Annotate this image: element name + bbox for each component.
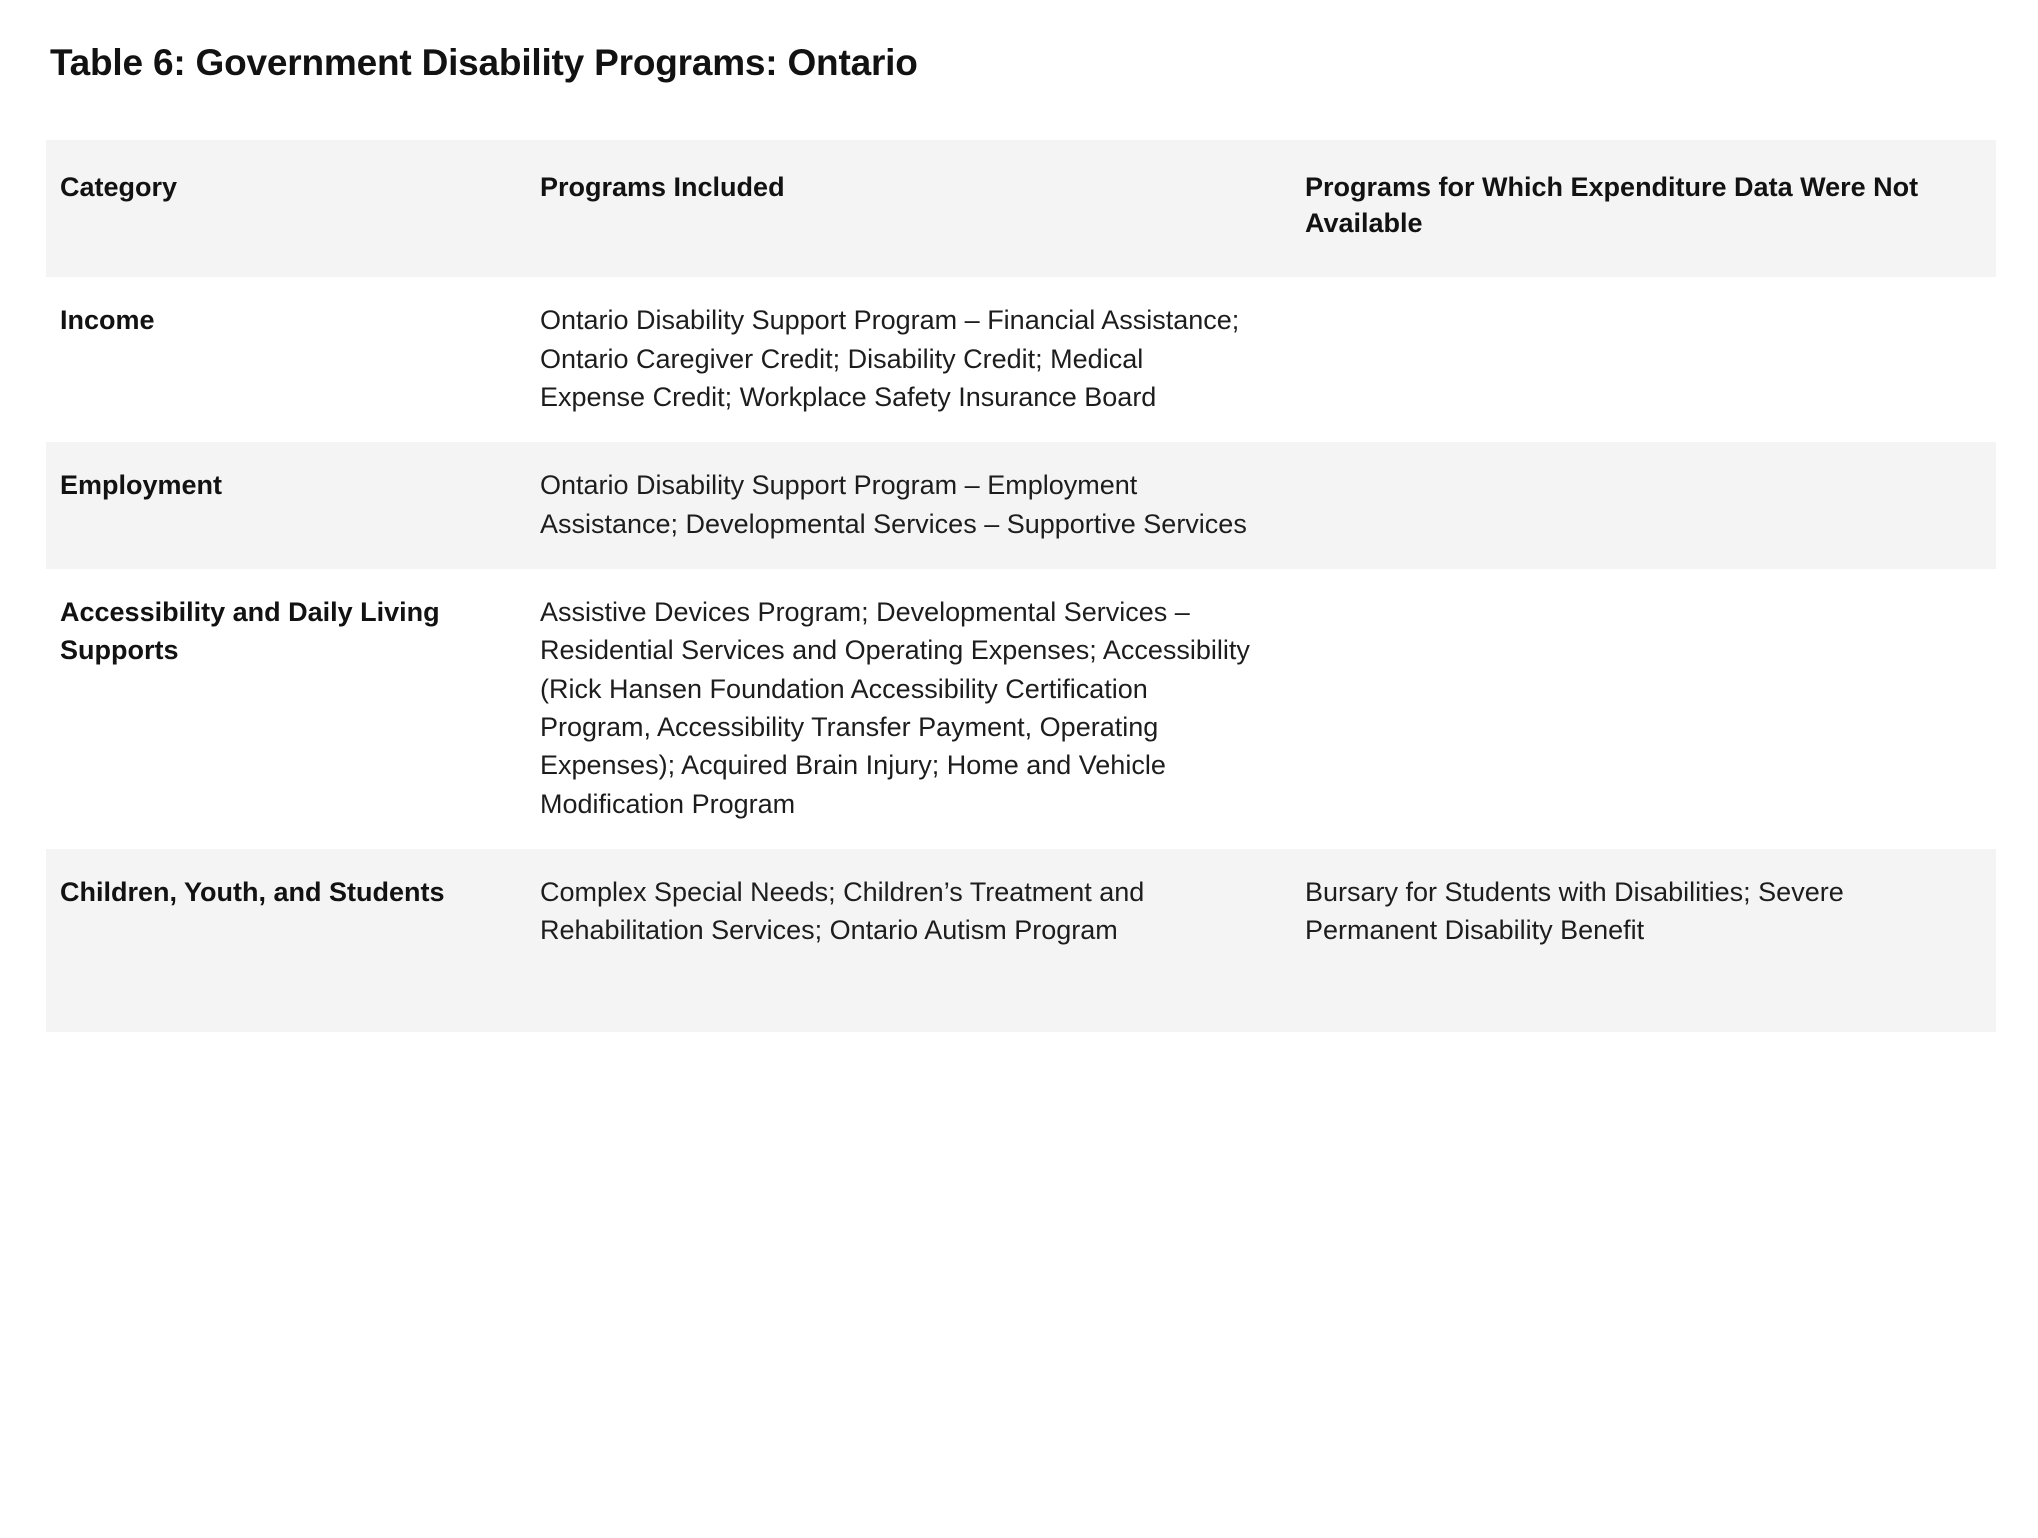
table-header bbox=[46, 140, 1996, 277]
government-disability-programs-table bbox=[46, 140, 1996, 1032]
column-header-expenditure-data-not-available: Programs for Which Expenditure Data Were Not Available bbox=[1279, 140, 1996, 277]
cell-programs-included: Assistive Devices Program; Developmental Services – Residential Services and Operating Expenses; Accessibility (Rick Hansen Foundation Accessibility Certification Program, Accessibility Transfer Payment, Operating Expenses); Acquired Brain Injury; Home and Vehicle Modification Program bbox=[514, 569, 1279, 849]
table-row-spacer bbox=[46, 976, 1996, 1032]
spacer-cell bbox=[1279, 976, 1996, 1032]
column-header-programs-included: Programs Included bbox=[514, 140, 1279, 277]
cell-category: Children, Youth, and Students bbox=[46, 849, 514, 976]
table-row bbox=[46, 569, 1996, 849]
cell-programs-included: Complex Special Needs; Children’s Treatment and Rehabilitation Services; Ontario Autism Program bbox=[514, 849, 1279, 976]
cell-programs-included: Ontario Disability Support Program – Employment Assistance; Developmental Services – Supportive Services bbox=[514, 442, 1279, 569]
table-row bbox=[46, 442, 1996, 569]
cell-not-available: Bursary for Students with Disabilities; Severe Permanent Disability Benefit bbox=[1279, 849, 1996, 976]
cell-programs-included: Ontario Disability Support Program – Financial Assistance; Ontario Caregiver Credit; Disability Credit; Medical Expense Credit; Workplace Safety Insurance Board bbox=[514, 277, 1279, 442]
spacer-cell bbox=[46, 976, 514, 1032]
column-header-category: Category bbox=[46, 140, 514, 277]
cell-not-available bbox=[1279, 442, 1996, 569]
cell-not-available bbox=[1279, 569, 1996, 849]
cell-category: Accessibility and Daily Living Supports bbox=[46, 569, 514, 849]
table-row bbox=[46, 277, 1996, 442]
cell-category: Income bbox=[46, 277, 514, 442]
table-body bbox=[46, 277, 1996, 1031]
spacer-cell bbox=[514, 976, 1279, 1032]
cell-not-available bbox=[1279, 277, 1996, 442]
table-header-row bbox=[46, 140, 1996, 277]
page-title: Table 6: Government Disability Programs: Ontario bbox=[50, 42, 918, 83]
table-row bbox=[46, 849, 1996, 976]
cell-category: Employment bbox=[46, 442, 514, 569]
